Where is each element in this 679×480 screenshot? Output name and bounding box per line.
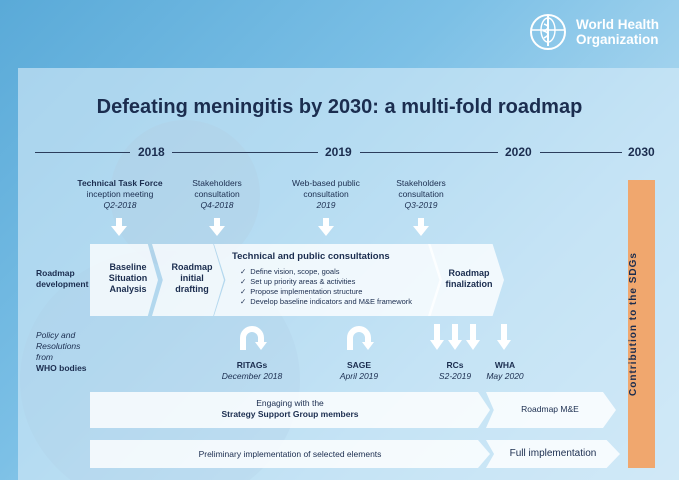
loop-arrow-icon xyxy=(343,322,375,350)
event-name: Stakeholders xyxy=(396,178,446,188)
down-arrow-icon xyxy=(466,324,480,350)
body-sage xyxy=(324,360,394,382)
loop-arrow-icon xyxy=(236,322,268,350)
consultation-bullets xyxy=(240,267,412,307)
body-date: December 2018 xyxy=(221,371,283,381)
ssg-text xyxy=(90,398,490,420)
year-2020: 2020 xyxy=(505,145,532,159)
event-stakeholders-2019 xyxy=(384,178,458,211)
stage-line: Situation xyxy=(108,273,148,283)
event-detail: consultation xyxy=(194,189,240,199)
timeline-line-1 xyxy=(35,152,130,153)
label-line: from xyxy=(36,352,53,362)
bullet-item: ✓ Define vision, scope, goals xyxy=(240,267,412,277)
year-2019: 2019 xyxy=(325,145,352,159)
who-name-line2: Organization xyxy=(576,32,659,47)
bullet-item: ✓ Propose implementation structure xyxy=(240,287,412,297)
event-detail: consultation xyxy=(303,189,349,199)
ssg-line2: Strategy Support Group members xyxy=(221,409,359,419)
mne-text: Roadmap M&E xyxy=(521,404,579,414)
timeline-line-2 xyxy=(172,152,318,153)
body-wha xyxy=(480,360,530,382)
label-line: Policy and xyxy=(36,330,76,340)
bullet-item: ✓ Set up priority areas & activities xyxy=(240,277,412,287)
preliminary-text: Preliminary implementation of selected elements xyxy=(198,449,382,459)
label-line: WHO bodies xyxy=(36,363,87,373)
body-date: May 2020 xyxy=(486,371,524,381)
body-ritags xyxy=(212,360,292,382)
stage-consultations-title: Technical and public consultations xyxy=(232,251,390,262)
event-name: Stakeholders xyxy=(192,178,242,188)
down-arrow-icon xyxy=(318,218,334,236)
who-logo xyxy=(528,12,659,52)
body-name: SAGE xyxy=(346,360,372,370)
event-stakeholders-2018 xyxy=(180,178,254,211)
sdg-label: Contribution to the SDGs xyxy=(628,252,639,396)
stage-line: finalization xyxy=(445,279,493,289)
policy-label xyxy=(36,330,87,374)
stage-line: Baseline xyxy=(109,262,147,272)
who-wordmark xyxy=(576,17,659,47)
event-web-consultation xyxy=(284,178,368,211)
stage-finalization-label xyxy=(440,268,498,290)
down-arrow-icon xyxy=(497,324,511,350)
label-line: Resolutions xyxy=(36,341,81,351)
event-date: Q3-2019 xyxy=(404,200,438,210)
body-rcs xyxy=(428,360,482,382)
stage-baseline-label xyxy=(98,262,158,295)
label-line: development xyxy=(36,279,89,289)
bullet-item: ✓ Develop baseline indicators and M&E framework xyxy=(240,297,412,307)
stage-drafting-label xyxy=(163,262,221,295)
event-date: Q4-2018 xyxy=(200,200,234,210)
timeline-line-3 xyxy=(360,152,498,153)
stage-line: drafting xyxy=(175,284,209,294)
stage-line: initial xyxy=(180,273,204,283)
ssg-line1: Engaging with the xyxy=(256,398,324,408)
timeline-line-4 xyxy=(540,152,622,153)
roadmap-development-label xyxy=(36,268,88,290)
year-2030: 2030 xyxy=(628,145,655,159)
full-implementation-text: Full implementation xyxy=(509,448,597,459)
stage-line: Roadmap xyxy=(171,262,213,272)
down-arrow-icon xyxy=(448,324,462,350)
body-date: April 2019 xyxy=(339,371,379,381)
down-arrow-icon xyxy=(209,218,225,236)
year-2018: 2018 xyxy=(138,145,165,159)
down-arrow-icon xyxy=(111,218,127,236)
who-emblem-icon xyxy=(528,12,568,52)
down-arrow-icon xyxy=(413,218,429,236)
page-title: Defeating meningitis by 2030: a multi-fold roadmap xyxy=(96,96,583,118)
body-name: RITAGs xyxy=(236,360,268,370)
label-line: Roadmap xyxy=(36,268,75,278)
event-task-force xyxy=(68,178,172,211)
event-date: 2019 xyxy=(316,200,336,210)
down-arrow-icon xyxy=(430,324,444,350)
event-name: Web-based public xyxy=(292,178,360,188)
event-name: Technical Task Force xyxy=(77,178,163,188)
event-detail: consultation xyxy=(398,189,444,199)
stage-line: Analysis xyxy=(109,284,147,294)
event-detail: inception meeting xyxy=(86,189,154,199)
body-name: RCs xyxy=(446,360,464,370)
body-name: WHA xyxy=(494,360,516,370)
stage-line: Roadmap xyxy=(448,268,490,278)
body-date: S2-2019 xyxy=(438,371,472,381)
event-date: Q2-2018 xyxy=(103,200,137,210)
who-name-line1: World Health xyxy=(576,17,660,32)
